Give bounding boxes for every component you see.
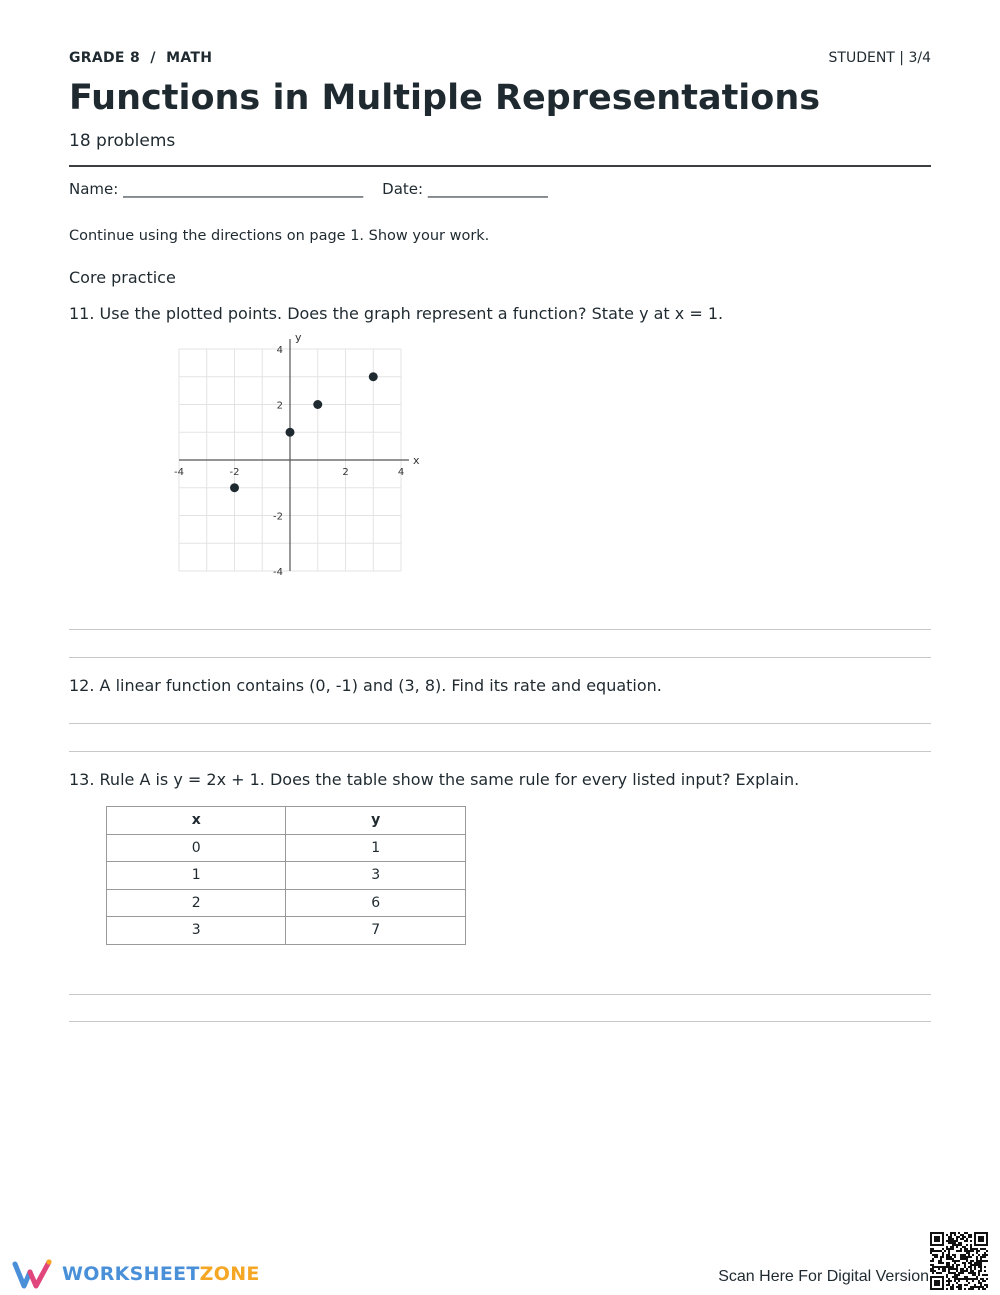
table-cell: 3 — [107, 917, 286, 945]
graph-axes — [179, 331, 420, 571]
directions: Continue using the directions on page 1. Show your work. — [69, 228, 490, 244]
question-13: 13. Rule A is y = 2x + 1. Does the table show the same rule for every listed input? Explain. — [69, 770, 800, 789]
name-date-line — [69, 180, 548, 198]
data-point — [369, 372, 378, 381]
answer-line[interactable] — [69, 723, 931, 724]
y-tick-label: -4 — [273, 567, 283, 578]
question-11: 11. Use the plotted points. Does the graph represent a function? State y at x = 1. — [69, 304, 724, 323]
table-cell: 3 — [286, 862, 466, 890]
answer-line[interactable] — [69, 751, 931, 752]
date-blank[interactable]: ________________ — [427, 180, 548, 198]
date-label: Date: — [382, 180, 424, 198]
y-tick-label: 4 — [276, 345, 283, 356]
x-tick-label: 2 — [342, 467, 349, 478]
table-header-y: y — [286, 807, 466, 835]
problem-count: 18 problems — [69, 131, 176, 151]
function-table — [106, 806, 466, 945]
x-tick-label: 4 — [397, 467, 405, 478]
header-divider — [69, 165, 931, 167]
data-point — [313, 400, 322, 409]
table-cell: 1 — [107, 862, 286, 890]
table-row — [107, 917, 466, 945]
table-cell: 0 — [107, 834, 286, 862]
subject-label: GRADE 8 / MATH — [69, 50, 213, 66]
brand-part-2: ZONE — [199, 1263, 260, 1285]
answer-line[interactable] — [69, 994, 931, 995]
y-tick-label: -2 — [273, 511, 283, 523]
page-info: STUDENT | 3/4 — [828, 50, 931, 66]
qr-code-icon[interactable] — [930, 1232, 988, 1290]
brand-name — [62, 1263, 260, 1285]
worksheetzone-logo-icon — [12, 1258, 54, 1290]
table-cell: 2 — [107, 889, 286, 917]
table-header-row — [107, 807, 466, 835]
section-title: Core practice — [69, 268, 176, 287]
x-tick-label: -2 — [229, 467, 240, 478]
answer-line[interactable] — [69, 629, 931, 630]
scan-text: Scan Here For Digital Version — [718, 1268, 929, 1285]
coordinate-graph — [165, 328, 435, 578]
table-row — [107, 889, 466, 917]
question-12: 12. A linear function contains (0, -1) and (3, 8). Find its rate and equation. — [69, 676, 662, 695]
brand-part-1: WORKSHEET — [62, 1263, 200, 1285]
table-cell: 1 — [286, 834, 466, 862]
table-row — [107, 862, 466, 890]
x-tick-label: -4 — [174, 467, 184, 478]
answer-line[interactable] — [69, 1021, 931, 1022]
y-axis-label: y — [295, 331, 302, 344]
table-row — [107, 834, 466, 862]
name-blank[interactable]: ________________________________ — [123, 180, 364, 198]
page-title: Functions in Multiple Representations — [69, 78, 821, 118]
table-cell: 7 — [286, 917, 466, 945]
data-point — [230, 483, 239, 492]
name-label: Name: — [69, 180, 119, 198]
answer-line[interactable] — [69, 657, 931, 658]
table-header-x: x — [107, 807, 286, 835]
x-axis-label: x — [413, 454, 420, 467]
y-tick-label: 2 — [276, 400, 283, 412]
data-point — [286, 428, 295, 437]
table-cell: 6 — [286, 889, 466, 917]
